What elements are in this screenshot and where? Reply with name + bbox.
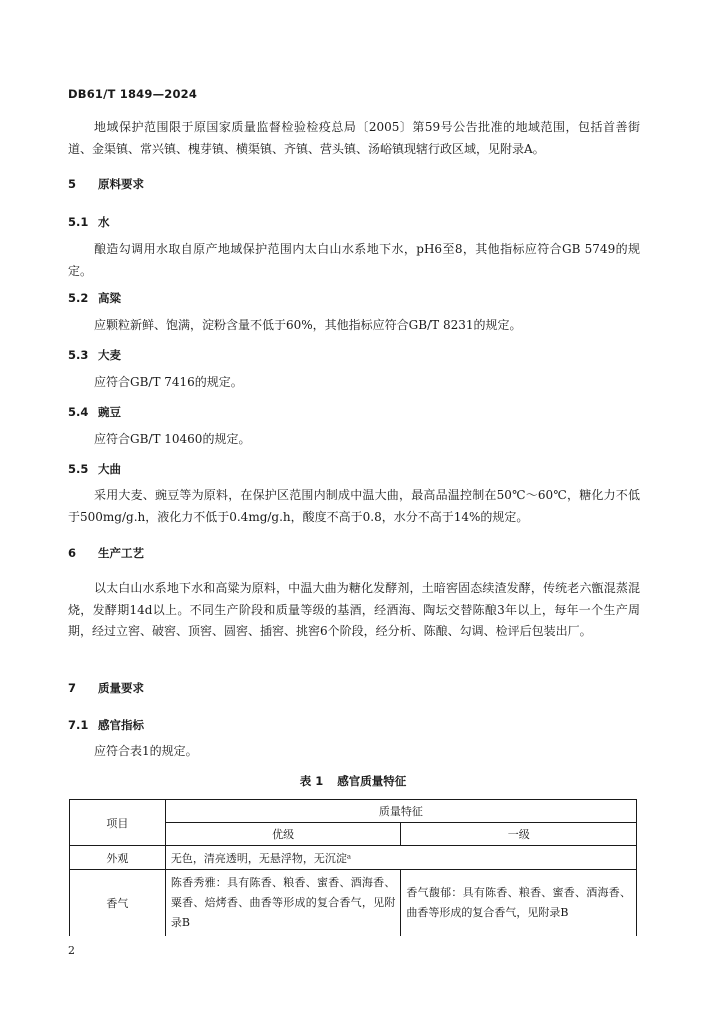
heading-5 bbox=[68, 176, 144, 192]
row-appearance-item: 外观 bbox=[70, 846, 166, 870]
table-row bbox=[70, 846, 637, 870]
header-item: 项目 bbox=[70, 800, 166, 846]
heading-5-1-title: 水 bbox=[98, 215, 110, 229]
heading-7-1-title: 感官指标 bbox=[98, 718, 144, 732]
heading-6-number: 6 bbox=[68, 546, 77, 560]
heading-7-1-number: 7.1 bbox=[68, 718, 89, 732]
heading-5-4 bbox=[68, 404, 121, 420]
heading-7-1 bbox=[68, 717, 144, 733]
section-5-2-text: 应颗粒新鲜、饱满，淀粉含量不低于60%，其他指标应符合GB/T 8231的规定。 bbox=[94, 318, 522, 332]
table-caption-number: 表 1 bbox=[299, 774, 324, 788]
heading-5-4-title: 豌豆 bbox=[98, 405, 121, 419]
header-grade-first: 一级 bbox=[401, 823, 637, 846]
row-aroma-item: 香气 bbox=[70, 870, 166, 937]
heading-7-number: 7 bbox=[68, 681, 77, 695]
heading-5-2 bbox=[68, 290, 121, 306]
table-header-row bbox=[70, 800, 637, 823]
heading-5-5-number: 5.5 bbox=[68, 462, 89, 476]
heading-5-number: 5 bbox=[68, 177, 77, 191]
intro-paragraph: 地域保护范围限于原国家质量监督检验检疫总局〔2005〕第59号公告批准的地域范围，包括首善街道、金渠镇、常兴镇、槐芽镇、横渠镇、齐镇、营头镇、汤峪镇现辖行政区域，见附录A。 bbox=[68, 120, 640, 156]
row-aroma-premium: 陈香秀雅：具有陈香、粮香、蜜香、酒海香、粟香、焙烤香、曲香等形成的复合香气，见附录B bbox=[165, 870, 401, 937]
heading-6-title: 生产工艺 bbox=[98, 546, 144, 560]
table-caption-title: 感官质量特征 bbox=[337, 774, 407, 788]
heading-5-5 bbox=[68, 461, 121, 477]
heading-5-2-number: 5.2 bbox=[68, 291, 89, 305]
section-5-4-text: 应符合GB/T 10460的规定。 bbox=[94, 432, 251, 446]
header-quality-features: 质量特征 bbox=[165, 800, 636, 823]
section-7-1-text: 应符合表1的规定。 bbox=[94, 744, 198, 758]
heading-5-title: 原料要求 bbox=[98, 177, 144, 191]
section-5-1-text: 酿造勾调用水取自原产地域保护范围内太白山水系地下水，pH6至8，其他指标应符合GB 5749的规定。 bbox=[68, 242, 640, 278]
header-grade-premium: 优级 bbox=[165, 823, 401, 846]
heading-5-3-number: 5.3 bbox=[68, 348, 89, 362]
heading-5-2-title: 高粱 bbox=[98, 291, 121, 305]
heading-5-3-title: 大麦 bbox=[98, 348, 121, 362]
heading-6 bbox=[68, 545, 144, 561]
section-5-5-text: 采用大麦、豌豆等为原料，在保护区范围内制成中温大曲，最高品温控制在50℃～60℃，糖化力不低于500mg/g.h，液化力不低于0.4mg/g.h，酸度不高于0.8，水分不高于14%的规定。 bbox=[68, 488, 640, 524]
row-aroma-first: 香气馥郁：具有陈香、粮香、蜜香、酒海香、曲香等形成的复合香气，见附录B bbox=[401, 870, 637, 937]
page-number: 2 bbox=[68, 944, 75, 957]
section-5-3-text: 应符合GB/T 7416的规定。 bbox=[94, 375, 243, 389]
sensory-quality-table bbox=[69, 799, 637, 936]
row-appearance-value: 无色，清亮透明，无悬浮物，无沉淀ᵃ bbox=[165, 846, 636, 870]
heading-5-4-number: 5.4 bbox=[68, 405, 89, 419]
document-code: DB61/T 1849—2024 bbox=[68, 87, 198, 101]
table-row bbox=[70, 870, 637, 937]
section-6-text: 以太白山水系地下水和高粱为原料，中温大曲为糖化发酵剂，土暗窖固态续渣发酵，传统老六甑混蒸混烧，发酵期14d以上。不同生产阶段和质量等级的基酒，经酒海、陶坛交替陈酿3年以上，每年一个生产周期，经过立窖、破窖、顶窖、圆窖、插窖、挑窖6个阶段，经分析、陈酿、勾调、检评后包装出厂。 bbox=[68, 581, 640, 638]
heading-7 bbox=[68, 680, 144, 696]
heading-7-title: 质量要求 bbox=[98, 681, 144, 695]
heading-5-1 bbox=[68, 214, 110, 230]
heading-5-5-title: 大曲 bbox=[98, 462, 121, 476]
heading-5-1-number: 5.1 bbox=[68, 215, 89, 229]
table-caption bbox=[68, 773, 638, 789]
heading-5-3 bbox=[68, 347, 121, 363]
